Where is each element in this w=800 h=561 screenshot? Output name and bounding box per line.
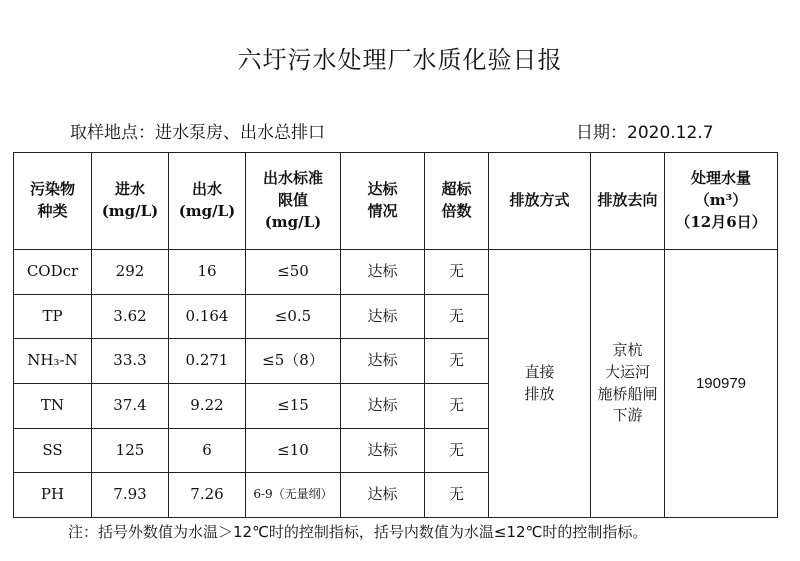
compliance-cell: 达标 <box>341 339 425 384</box>
compliance-cell: 达标 <box>341 428 425 473</box>
pollutant-cell: CODcr <box>14 250 92 295</box>
outflow-cell: 6 <box>169 428 246 473</box>
header-exceed: 超标 倍数 <box>425 153 489 250</box>
pollutant-cell: TP <box>14 294 92 339</box>
outflow-cell: 0.164 <box>169 294 246 339</box>
exceed-cell: 无 <box>425 339 489 384</box>
outflow-cell: 7.26 <box>169 473 246 518</box>
table-row <box>14 250 778 295</box>
water-quality-table <box>13 152 778 518</box>
exceed-cell: 无 <box>425 294 489 339</box>
outflow-cell: 9.22 <box>169 383 246 428</box>
pollutant-cell: NH₃-N <box>14 339 92 384</box>
inflow-cell: 125 <box>92 428 169 473</box>
compliance-cell: 达标 <box>341 383 425 428</box>
inflow-cell: 33.3 <box>92 339 169 384</box>
limit-cell: ≤0.5 <box>246 294 341 339</box>
pollutant-cell: SS <box>14 428 92 473</box>
outflow-cell: 0.271 <box>169 339 246 384</box>
header-inflow: 进水 (mg/L) <box>92 153 169 250</box>
header-discharge-dest: 排放去向 <box>591 153 665 250</box>
compliance-cell: 达标 <box>341 294 425 339</box>
header-discharge-mode: 排放方式 <box>489 153 591 250</box>
inflow-cell: 3.62 <box>92 294 169 339</box>
limit-cell: ≤15 <box>246 383 341 428</box>
report-title: 六圩污水处理厂水质化验日报 <box>237 46 563 74</box>
header-compliance: 达标 情况 <box>341 153 425 250</box>
header-pollutant: 污染物 种类 <box>14 153 92 250</box>
exceed-cell: 无 <box>425 473 489 518</box>
limit-cell: 6-9（无量纲） <box>246 473 341 518</box>
header-volume: 处理水量 （m³） （12月6日） <box>665 153 778 250</box>
limit-cell: ≤10 <box>246 428 341 473</box>
inflow-cell: 292 <box>92 250 169 295</box>
header-outflow: 出水 (mg/L) <box>169 153 246 250</box>
exceed-cell: 无 <box>425 250 489 295</box>
outflow-cell: 16 <box>169 250 246 295</box>
inflow-cell: 7.93 <box>92 473 169 518</box>
header-limit: 出水标准 限值 (mg/L) <box>246 153 341 250</box>
exceed-cell: 无 <box>425 428 489 473</box>
report-date: 日期：2020.12.7 <box>576 123 714 143</box>
limit-cell: ≤5（8） <box>246 339 341 384</box>
header-row <box>14 153 778 250</box>
exceed-cell: 无 <box>425 383 489 428</box>
limit-cell: ≤50 <box>246 250 341 295</box>
sampling-location: 取样地点：进水泵房、出水总排口 <box>70 123 325 143</box>
inflow-cell: 37.4 <box>92 383 169 428</box>
discharge-dest-cell: 京杭 大运河 施桥船闸 下游 <box>591 250 665 518</box>
discharge-mode-cell: 直接 排放 <box>489 250 591 518</box>
footnote: 注：括号外数值为水温＞12℃时的控制指标，括号内数值为水温≤12℃时的控制指标。 <box>68 523 648 541</box>
compliance-cell: 达标 <box>341 250 425 295</box>
compliance-cell: 达标 <box>341 473 425 518</box>
pollutant-cell: PH <box>14 473 92 518</box>
volume-cell: 190979 <box>665 250 778 518</box>
pollutant-cell: TN <box>14 383 92 428</box>
